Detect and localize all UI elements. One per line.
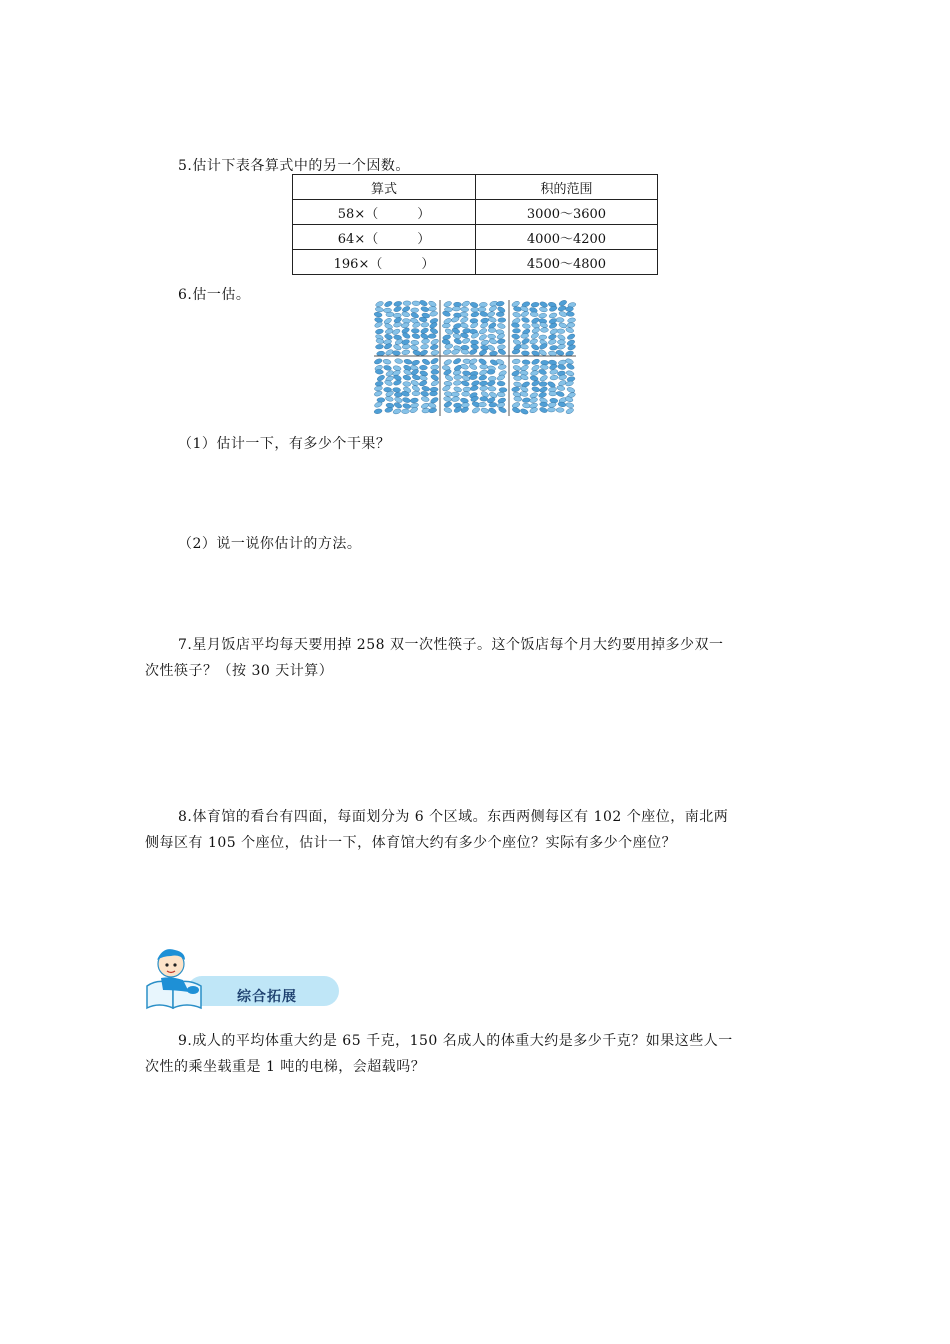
dried-fruit bbox=[420, 327, 429, 334]
dried-fruit bbox=[462, 337, 471, 344]
dried-fruit bbox=[548, 402, 557, 408]
q7-line1: 7.星月饭店平均每天要用掉 258 双一次性筷子。这个饭店每个月大约要用掉多少双一 bbox=[178, 637, 724, 653]
dried-fruit bbox=[385, 395, 394, 402]
dried-fruit bbox=[384, 300, 393, 308]
dried-fruit bbox=[556, 408, 564, 413]
dried-fruit bbox=[460, 316, 469, 323]
dried-fruit bbox=[394, 358, 403, 364]
dried-fruit bbox=[374, 408, 383, 414]
dried-fruit bbox=[431, 350, 440, 356]
dried-fruit bbox=[384, 333, 393, 340]
dried-fruit bbox=[478, 402, 486, 407]
dried-fruit bbox=[529, 338, 538, 345]
dried-fruit bbox=[412, 391, 420, 396]
dried-fruit bbox=[557, 385, 566, 391]
dried-fruit bbox=[521, 317, 530, 324]
dried-fruit bbox=[487, 369, 495, 374]
dried-fruit bbox=[565, 407, 574, 415]
dried-fruit bbox=[375, 369, 383, 374]
dried-fruit-grid-illustration bbox=[372, 298, 578, 418]
dried-fruit bbox=[480, 396, 488, 401]
dried-fruit bbox=[511, 333, 520, 339]
dried-fruit bbox=[470, 385, 479, 391]
dried-fruit bbox=[383, 365, 392, 372]
dried-fruit bbox=[420, 344, 429, 350]
dried-fruit bbox=[538, 349, 547, 357]
dried-fruit bbox=[540, 364, 549, 370]
dried-fruit bbox=[540, 328, 548, 333]
dried-fruit bbox=[375, 329, 384, 335]
dried-fruit bbox=[403, 359, 412, 365]
dried-fruit bbox=[411, 340, 419, 345]
dried-fruit bbox=[420, 391, 429, 397]
dried-fruit bbox=[488, 316, 497, 323]
dried-fruit bbox=[512, 311, 521, 318]
table-header-expr: 算式 bbox=[293, 175, 476, 200]
dried-fruit bbox=[419, 299, 428, 307]
dried-fruit bbox=[565, 327, 574, 334]
dried-fruit bbox=[430, 364, 439, 370]
dried-fruit bbox=[514, 396, 523, 402]
dried-fruit bbox=[522, 323, 531, 329]
dried-fruit bbox=[497, 323, 506, 330]
dried-fruit bbox=[558, 310, 567, 317]
table-cell-expr: 64×（ ） bbox=[293, 225, 476, 250]
dried-fruit bbox=[385, 328, 394, 334]
q8-line1: 8.体育馆的看台有四面，每面划分为 6 个区域。东西两侧每区有 102 个座位，南北两 bbox=[178, 809, 729, 825]
dried-fruit bbox=[566, 311, 574, 316]
dried-fruit bbox=[442, 323, 450, 328]
dried-fruit bbox=[557, 340, 565, 345]
dried-fruit bbox=[539, 374, 548, 382]
dried-fruit bbox=[402, 305, 411, 313]
q6-sub2: （2）说一说你估计的方法。 bbox=[178, 536, 362, 552]
dried-fruit bbox=[529, 397, 538, 404]
dried-fruit bbox=[377, 398, 385, 403]
q6-prompt: 6.估一估。 bbox=[178, 287, 251, 303]
dried-fruit bbox=[556, 349, 565, 356]
dried-fruit bbox=[512, 348, 521, 354]
dried-fruit bbox=[478, 328, 487, 336]
dried-fruit bbox=[522, 359, 530, 364]
dried-fruit bbox=[539, 406, 548, 413]
table-cell-expr: 196×（ ） bbox=[293, 250, 476, 275]
dried-fruit bbox=[393, 306, 402, 313]
dried-fruit bbox=[375, 300, 384, 307]
dried-fruit bbox=[488, 328, 496, 333]
dried-fruit bbox=[479, 302, 487, 307]
dried-fruit bbox=[462, 392, 470, 397]
dried-fruit bbox=[462, 370, 471, 376]
dried-fruit bbox=[567, 323, 575, 328]
dried-fruit bbox=[412, 301, 420, 306]
dried-fruit bbox=[401, 311, 410, 318]
dried-fruit bbox=[469, 363, 478, 371]
dried-fruit bbox=[497, 381, 505, 386]
dried-fruit bbox=[531, 358, 540, 365]
dried-fruit bbox=[421, 322, 429, 327]
dried-fruit bbox=[409, 406, 418, 414]
table-row bbox=[293, 200, 658, 225]
dried-fruit bbox=[402, 374, 411, 381]
dried-fruit bbox=[420, 306, 429, 313]
dried-fruit bbox=[558, 401, 567, 407]
dried-fruit bbox=[513, 365, 522, 372]
dried-fruit bbox=[520, 344, 529, 350]
dried-fruit bbox=[453, 338, 462, 345]
dried-fruit bbox=[401, 349, 410, 355]
dried-fruit bbox=[479, 386, 488, 392]
dried-fruit bbox=[443, 300, 452, 307]
dried-fruit bbox=[402, 397, 411, 404]
dried-fruit bbox=[428, 407, 437, 413]
estimate-table bbox=[292, 174, 658, 275]
dried-fruit bbox=[478, 307, 486, 312]
q9-line1: 9.成人的平均体重大约是 65 千克，150 名成人的体重大约是多少千克？如果这些人一 bbox=[178, 1033, 733, 1049]
table-cell-expr: 58×（ ） bbox=[293, 200, 476, 225]
dried-fruit bbox=[430, 357, 439, 365]
dried-fruit bbox=[451, 349, 460, 355]
dried-fruit bbox=[460, 363, 469, 370]
dried-fruit bbox=[461, 349, 470, 355]
dried-fruit bbox=[392, 328, 401, 336]
dried-fruit bbox=[557, 329, 565, 334]
dried-fruit bbox=[374, 390, 383, 397]
dried-fruit bbox=[547, 407, 555, 412]
dried-fruit bbox=[530, 332, 539, 340]
dried-fruit bbox=[453, 302, 461, 307]
dried-fruit bbox=[443, 407, 452, 414]
dried-fruit bbox=[531, 386, 540, 393]
dried-fruit bbox=[470, 302, 479, 309]
dried-fruit bbox=[512, 328, 520, 333]
dried-fruit bbox=[460, 406, 469, 414]
dried-fruit bbox=[393, 379, 402, 386]
table-header-range: 积的范围 bbox=[476, 175, 658, 200]
dried-fruit bbox=[401, 322, 410, 329]
dried-fruit bbox=[471, 307, 479, 312]
dried-fruit bbox=[480, 364, 488, 369]
dried-fruit bbox=[419, 365, 427, 370]
dried-fruit bbox=[530, 370, 539, 377]
dried-fruit bbox=[488, 386, 496, 391]
dried-fruit bbox=[521, 351, 529, 356]
dried-fruit bbox=[443, 401, 452, 408]
dried-fruit bbox=[530, 312, 538, 317]
dried-fruit bbox=[497, 392, 505, 397]
dried-fruit bbox=[411, 328, 419, 333]
table-cell-range: 4500～4800 bbox=[476, 250, 658, 275]
dried-fruit bbox=[384, 407, 393, 413]
dried-fruit bbox=[549, 345, 558, 351]
dried-fruit bbox=[539, 386, 548, 393]
dried-fruit bbox=[488, 305, 497, 313]
q6-sub1: （1）估计一下，有多少个干果？ bbox=[178, 436, 391, 452]
dried-fruit bbox=[461, 307, 469, 312]
dried-fruit bbox=[496, 312, 504, 317]
dried-fruit bbox=[539, 382, 547, 387]
dried-fruit bbox=[557, 343, 566, 350]
section-title: 综合拓展 bbox=[237, 989, 297, 1005]
dried-fruit bbox=[489, 402, 497, 407]
dried-fruit bbox=[452, 306, 460, 311]
dried-fruit bbox=[488, 338, 497, 345]
dried-fruit bbox=[443, 359, 452, 366]
dried-fruit bbox=[520, 333, 529, 339]
dried-fruit bbox=[520, 310, 529, 317]
dried-fruit bbox=[403, 381, 411, 386]
dried-fruit bbox=[411, 359, 420, 366]
reading-boy-icon bbox=[147, 949, 201, 1008]
q8-line2: 侧每区有 105 个座位，估计一下，体育馆大约有多少个座位？实际有多少个座位？ bbox=[145, 835, 677, 851]
dried-fruit bbox=[478, 375, 487, 381]
dried-fruit bbox=[488, 407, 497, 415]
dried-fruit bbox=[392, 408, 401, 415]
dried-fruit bbox=[374, 385, 383, 391]
dried-fruit bbox=[453, 380, 462, 386]
dried-fruit bbox=[550, 375, 558, 380]
dried-fruit bbox=[451, 392, 459, 397]
dried-fruit bbox=[498, 364, 507, 370]
dried-fruit bbox=[556, 317, 564, 322]
dried-fruit bbox=[443, 349, 452, 356]
dried-fruit bbox=[461, 300, 470, 308]
dried-fruit bbox=[401, 409, 409, 414]
dried-fruit bbox=[428, 334, 436, 339]
table-cell-range: 4000～4200 bbox=[476, 225, 658, 250]
dried-fruit bbox=[392, 387, 400, 392]
dried-fruit bbox=[451, 396, 460, 402]
dried-fruit bbox=[429, 391, 437, 396]
q7-line2: 次性筷子？（按 30 天计算） bbox=[145, 663, 334, 679]
dried-fruit bbox=[430, 374, 439, 382]
dried-fruit bbox=[511, 322, 520, 328]
dried-fruit bbox=[375, 344, 383, 349]
dried-fruit bbox=[375, 307, 384, 313]
dried-fruit bbox=[419, 349, 428, 356]
dried-fruit bbox=[480, 321, 489, 329]
dried-fruit bbox=[421, 358, 430, 366]
dried-fruit bbox=[452, 357, 461, 365]
dried-fruit bbox=[513, 381, 522, 387]
dried-fruit bbox=[469, 358, 478, 365]
dried-fruit bbox=[539, 335, 547, 340]
dried-fruit bbox=[392, 350, 400, 355]
dried-fruit bbox=[403, 301, 411, 306]
dried-fruit bbox=[428, 306, 436, 311]
dried-fruit bbox=[512, 407, 521, 414]
dried-fruit bbox=[444, 328, 453, 336]
q9-line2: 次性的乘坐载重是 1 吨的电梯，会超载吗？ bbox=[145, 1059, 426, 1075]
dried-fruit bbox=[521, 337, 530, 344]
dried-fruit bbox=[497, 344, 506, 350]
dried-fruit bbox=[376, 374, 385, 382]
dried-fruit bbox=[421, 396, 430, 402]
dried-fruit bbox=[498, 318, 506, 323]
dried-fruit bbox=[549, 369, 558, 375]
dried-fruit bbox=[539, 306, 548, 312]
dried-fruit bbox=[512, 359, 520, 364]
dried-fruit bbox=[453, 386, 462, 393]
dried-fruit bbox=[549, 391, 557, 396]
dried-fruit bbox=[421, 386, 430, 392]
dried-fruit bbox=[557, 305, 566, 312]
dried-fruit bbox=[548, 334, 557, 340]
dried-fruit bbox=[557, 364, 566, 370]
dried-fruit bbox=[479, 381, 488, 387]
table-row bbox=[293, 250, 658, 275]
dried-fruit bbox=[411, 308, 419, 313]
dried-fruit bbox=[486, 311, 495, 318]
dried-fruit bbox=[541, 360, 549, 365]
dried-fruit bbox=[430, 379, 439, 386]
dried-fruit bbox=[522, 403, 531, 409]
dried-fruit bbox=[566, 363, 575, 371]
dried-fruit bbox=[429, 311, 438, 317]
dried-fruit bbox=[522, 397, 531, 403]
dried-fruit bbox=[499, 388, 507, 393]
dried-fruit bbox=[565, 402, 574, 408]
dried-fruit bbox=[520, 408, 529, 415]
dried-fruit bbox=[558, 299, 567, 306]
dried-fruit bbox=[489, 351, 497, 356]
dried-fruit bbox=[486, 344, 495, 352]
dried-fruit bbox=[565, 380, 574, 387]
dried-fruit bbox=[410, 312, 419, 319]
dried-fruit bbox=[566, 370, 575, 377]
dried-fruit bbox=[430, 344, 439, 351]
dried-fruit bbox=[463, 387, 471, 392]
dried-fruit bbox=[412, 333, 421, 340]
dried-fruit bbox=[480, 407, 489, 414]
dried-fruit bbox=[531, 302, 540, 308]
dried-fruit bbox=[549, 312, 558, 319]
dried-fruit bbox=[374, 312, 383, 318]
dried-fruit bbox=[375, 381, 384, 387]
dried-fruit bbox=[383, 359, 392, 365]
dried-fruit bbox=[421, 338, 430, 344]
dried-fruit bbox=[479, 311, 488, 317]
dried-fruit bbox=[558, 322, 567, 329]
table-row bbox=[293, 225, 658, 250]
dried-fruit bbox=[497, 338, 506, 344]
dried-fruit bbox=[531, 343, 540, 351]
dried-fruit bbox=[566, 333, 575, 341]
table-cell-range: 3000～3600 bbox=[476, 200, 658, 225]
q5-prompt: 5.估计下表各算式中的另一个因数。 bbox=[178, 158, 410, 174]
dried-fruit bbox=[443, 396, 452, 402]
dried-fruit bbox=[431, 370, 439, 375]
dried-fruit bbox=[419, 380, 428, 387]
dried-fruit bbox=[376, 351, 385, 357]
dried-fruit bbox=[469, 374, 478, 380]
dried-fruit bbox=[511, 387, 520, 393]
dried-fruit bbox=[460, 322, 469, 329]
dried-fruit bbox=[393, 301, 402, 307]
dried-fruit bbox=[548, 339, 557, 346]
dried-fruit bbox=[402, 403, 411, 409]
dried-fruit bbox=[394, 392, 402, 397]
dried-fruit bbox=[393, 344, 402, 351]
dried-fruit bbox=[556, 391, 565, 398]
dried-fruit bbox=[565, 306, 573, 311]
dried-fruit bbox=[471, 406, 480, 414]
dried-fruit bbox=[538, 392, 547, 399]
dried-fruit bbox=[539, 321, 548, 328]
table-header-row bbox=[293, 175, 658, 200]
dried-fruit bbox=[374, 358, 383, 365]
dried-fruit bbox=[487, 334, 496, 340]
dried-fruit bbox=[410, 398, 419, 404]
nut-field bbox=[374, 299, 577, 415]
dried-fruit bbox=[386, 312, 394, 317]
dried-fruit bbox=[531, 379, 540, 386]
dried-fruit bbox=[471, 311, 480, 317]
dried-fruit bbox=[567, 317, 576, 323]
dried-fruit bbox=[538, 313, 547, 319]
